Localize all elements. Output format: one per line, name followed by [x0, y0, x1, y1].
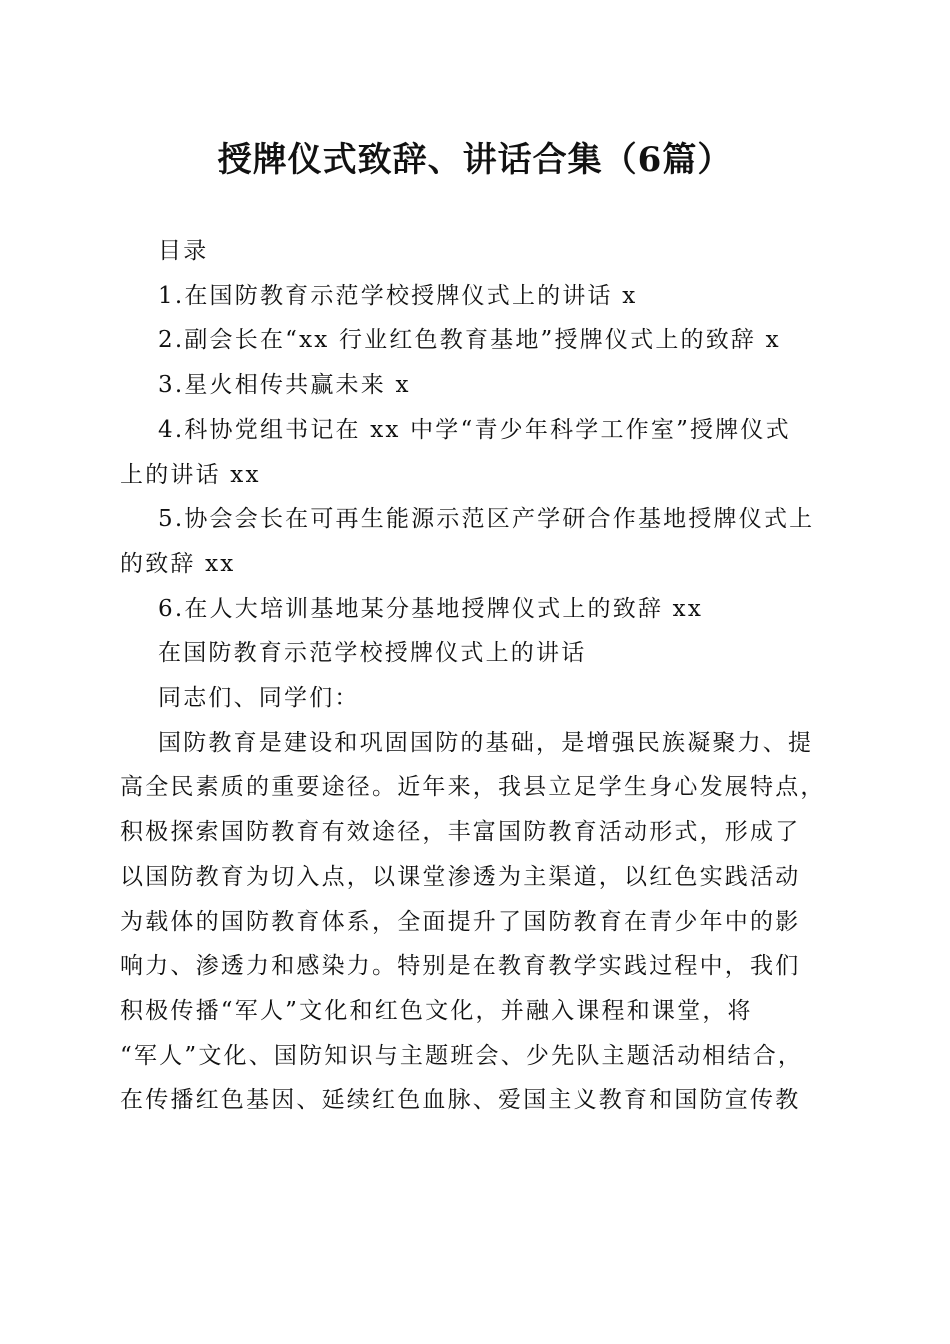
- body-line: 在传播红色基因、延续红色血脉、爱国主义教育和国防宣传教: [120, 1087, 801, 1114]
- toc-item-text-cont: 的致辞 xx: [120, 550, 236, 577]
- document-body: [120, 229, 836, 1123]
- body-line: 积极探索国防教育有效途径，丰富国防教育活动形式，形成了: [120, 819, 801, 846]
- body-paragraph: [120, 721, 836, 1123]
- body-line: 积极传播“军人”文化和红色文化，并融入课程和课堂，将: [120, 997, 753, 1024]
- section-title: 在国防教育示范学校授牌仪式上的讲话: [158, 640, 587, 667]
- table-of-contents: [120, 274, 836, 632]
- toc-item-text: 3.星火相传共赢未来 x: [158, 372, 411, 399]
- toc-item-text: 2.副会长在“xx 行业红色教育基地”授牌仪式上的致辞 x: [158, 327, 781, 354]
- toc-item-5: [120, 497, 836, 586]
- toc-item-text: 6.在人大培训基地某分基地授牌仪式上的致辞 xx: [158, 595, 703, 622]
- toc-item-text: 5.协会会长在可再生能源示范区产学研合作基地授牌仪式上: [158, 506, 815, 533]
- toc-item-1: [120, 274, 836, 319]
- toc-item-text: 1.在国防教育示范学校授牌仪式上的讲话 x: [158, 282, 638, 309]
- document-title: 授牌仪式致辞、讲话合集（6篇）: [217, 140, 733, 180]
- salutation: 同志们、同学们：: [158, 685, 360, 712]
- body-line: 高全民素质的重要途径。近年来，我县立足学生身心发展特点，: [120, 774, 826, 801]
- body-line: 以国防教育为切入点，以课堂渗透为主渠道，以红色实践活动: [120, 863, 801, 890]
- body-line: “军人”文化、国防知识与主题班会、少先队主题活动相结合，: [120, 1042, 804, 1069]
- body-line: 响力、渗透力和感染力。特别是在教育教学实践过程中，我们: [120, 953, 801, 980]
- toc-item-3: [120, 363, 836, 408]
- toc-item-text: 4.科协党组书记在 xx 中学“青少年科学工作室”授牌仪式: [158, 416, 791, 443]
- toc-heading: 目录: [158, 238, 209, 264]
- toc-item-text-cont: 上的讲话 xx: [120, 461, 261, 488]
- toc-item-6: [120, 587, 836, 632]
- toc-item-2: [120, 318, 836, 363]
- toc-item-4: [120, 408, 836, 497]
- body-line: 国防教育是建设和巩固国防的基础，是增强民族凝聚力、提: [158, 729, 814, 756]
- body-line: 为载体的国防教育体系，全面提升了国防教育在青少年中的影: [120, 908, 801, 935]
